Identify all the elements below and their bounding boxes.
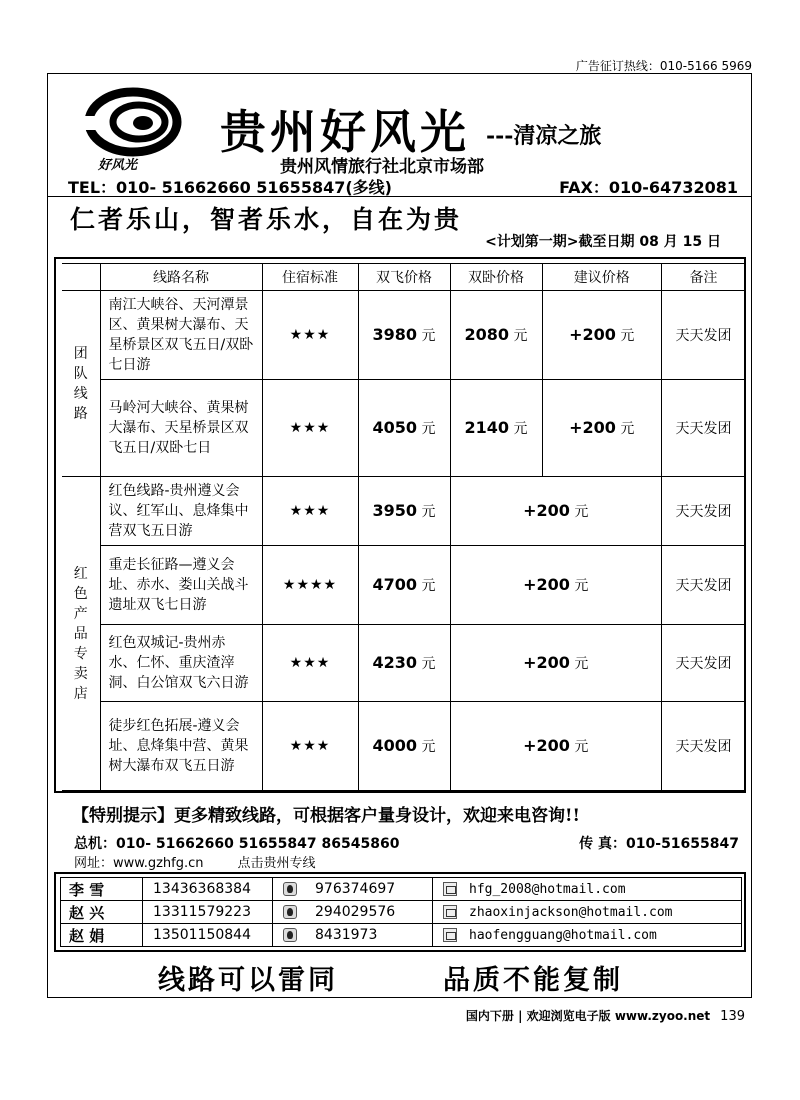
- contacts-table: [60, 877, 742, 947]
- ad-hotline: 广告征订热线：010-5166 5969: [575, 59, 752, 73]
- route-name: 徒步红色拓展-遵义会址、息烽集中营、黄果树大瀑布双飞五日游: [100, 702, 262, 791]
- group-team-routes: 团 队 线 路: [62, 291, 100, 477]
- star-rating: ★★★: [262, 625, 358, 702]
- route-name: 重走长征路—遵义会址、赤水、娄山关战斗遗址双飞七日游: [100, 546, 262, 625]
- qq-icon: [283, 905, 297, 919]
- website-url[interactable]: 网址：www.gzhfg.cn: [74, 856, 204, 871]
- main-contact-line: [74, 833, 739, 853]
- guizhou-link[interactable]: 点击贵州专线: [237, 856, 316, 871]
- website-line: [74, 852, 350, 871]
- suggested-price: +200 元: [450, 625, 662, 702]
- agency-name: 贵州风情旅行社北京市场部: [280, 157, 484, 177]
- qq-icon: [283, 882, 297, 896]
- contact-email: haofengguang@hotmail.com: [433, 924, 742, 947]
- group-red-tourism: 红 色 产 品 专 卖 店: [62, 477, 100, 791]
- category-header: [62, 264, 100, 291]
- swirl-logo-icon: [83, 86, 183, 161]
- note: 天天发团: [662, 380, 746, 477]
- suggested-price: +200 元: [450, 702, 662, 791]
- plan-period: <计划第一期>截至日期 08 月 15 日: [485, 234, 721, 250]
- note: 天天发团: [662, 291, 746, 380]
- note: 天天发团: [662, 477, 746, 546]
- contact-name: 赵 兴: [61, 901, 143, 924]
- col-note: 备注: [662, 264, 746, 291]
- suggested-price: +200 元: [542, 291, 662, 380]
- flight-price: 3980 元: [358, 291, 450, 380]
- routes-table-frame: [54, 257, 746, 793]
- flight-price: 4700 元: [358, 546, 450, 625]
- page-subtitle: ---清凉之旅: [486, 123, 602, 149]
- col-route-name: 线路名称: [100, 264, 262, 291]
- sleeper-price: 2140 元: [450, 380, 542, 477]
- contact-phone: 13311579223: [143, 901, 273, 924]
- logo-caption: 好风光: [98, 158, 138, 173]
- email-icon: [443, 928, 457, 942]
- table-row: [62, 380, 746, 477]
- flight-price: 3950 元: [358, 477, 450, 546]
- email-icon: [443, 905, 457, 919]
- table-header-row: [62, 264, 746, 291]
- suggested-price: +200 元: [542, 380, 662, 477]
- flight-price: 4000 元: [358, 702, 450, 791]
- note: 天天发团: [662, 625, 746, 702]
- star-rating: ★★★: [262, 291, 358, 380]
- contact-qq: 8431973: [273, 924, 433, 947]
- contact-qq: 976374697: [273, 878, 433, 901]
- telephone-row: [68, 175, 738, 198]
- route-name: 马岭河大峡谷、黄果树大瀑布、天星桥景区双飞五日/双卧七日: [100, 380, 262, 477]
- star-rating: ★★★: [262, 380, 358, 477]
- route-name: 红色线路-贵州遵义会议、红军山、息烽集中营双飞五日游: [100, 477, 262, 546]
- col-hotel-standard: 住宿标准: [262, 264, 358, 291]
- divider: [48, 196, 751, 197]
- page-title: 贵州好风光: [220, 105, 470, 159]
- table-row: [62, 291, 746, 380]
- routes-table: [62, 263, 746, 791]
- page-footer: [466, 1007, 745, 1024]
- contact-phone: 13501150844: [143, 924, 273, 947]
- bottom-slogan-left: 线路可以雷同: [158, 965, 338, 996]
- contact-name: 李 雪: [61, 878, 143, 901]
- sleeper-price: 2080 元: [450, 291, 542, 380]
- suggested-price: +200 元: [450, 546, 662, 625]
- col-suggested-price: 建议价格: [542, 264, 662, 291]
- table-row: [62, 477, 746, 546]
- contacts-frame: [54, 872, 746, 952]
- special-tip: 【特别提示】更多精致线路，可根据客户量身设计，欢迎来电咨询!!: [72, 806, 580, 826]
- contact-fax: 传 真：010-51655847: [579, 836, 739, 852]
- contact-email: hfg_2008@hotmail.com: [433, 878, 742, 901]
- slogan: 仁者乐山，智者乐水，自在为贵: [70, 205, 463, 234]
- fax-number: FAX：010-64732081: [559, 178, 738, 197]
- table-row: [62, 625, 746, 702]
- route-name: 红色双城记-贵州赤水、仁怀、重庆渣滓洞、白公馆双飞六日游: [100, 625, 262, 702]
- table-row: [61, 878, 742, 901]
- flight-price: 4050 元: [358, 380, 450, 477]
- footer-text: 国内下册 | 欢迎浏览电子版 www.zyoo.net: [465, 1009, 711, 1023]
- contact-name: 赵 娟: [61, 924, 143, 947]
- table-row: [61, 924, 742, 947]
- contact-phone: 13436368384: [143, 878, 273, 901]
- contact-email: zhaoxinjackson@hotmail.com: [433, 901, 742, 924]
- star-rating: ★★★: [262, 702, 358, 791]
- note: 天天发团: [662, 702, 746, 791]
- flight-price: 4230 元: [358, 625, 450, 702]
- table-row: [62, 546, 746, 625]
- page-number: 139: [720, 1009, 745, 1024]
- contact-qq: 294029576: [273, 901, 433, 924]
- star-rating: ★★★: [262, 477, 358, 546]
- note: 天天发团: [662, 546, 746, 625]
- col-sleeper-price: 双卧价格: [450, 264, 542, 291]
- advertisement-frame: [47, 73, 752, 998]
- route-name: 南江大峡谷、天河潭景区、黄果树大瀑布、天星桥景区双飞五日/双卧七日游: [100, 291, 262, 380]
- qq-icon: [283, 928, 297, 942]
- star-rating: ★★★★: [262, 546, 358, 625]
- main-telephone: 总机：010- 51662660 51655847 86545860: [74, 836, 400, 852]
- col-flight-price: 双飞价格: [358, 264, 450, 291]
- email-icon: [443, 882, 457, 896]
- suggested-price: +200 元: [450, 477, 662, 546]
- table-row: [61, 901, 742, 924]
- telephone-numbers: TEL：010- 51662660 51655847(多线): [68, 178, 392, 197]
- bottom-slogan-right: 品质不能复制: [443, 965, 623, 996]
- table-row: [62, 702, 746, 791]
